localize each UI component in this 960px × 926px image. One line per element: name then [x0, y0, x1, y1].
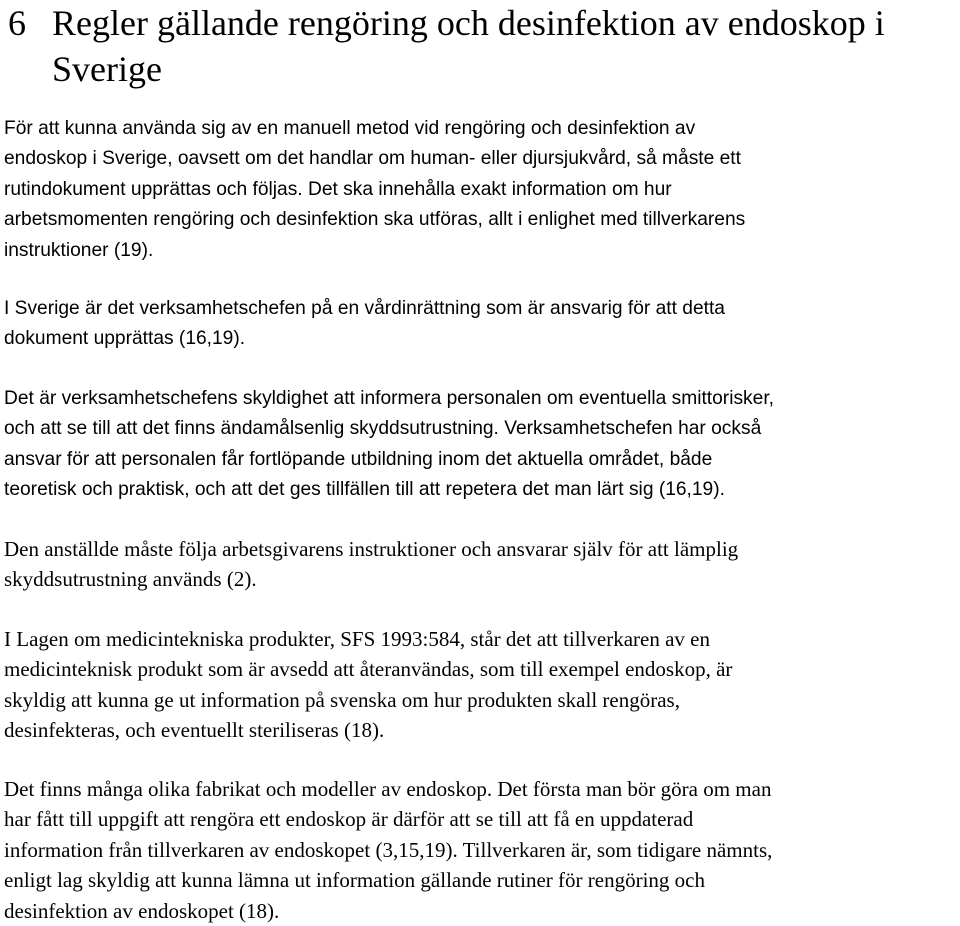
paragraph-medical-devices-act	[4, 624, 960, 746]
paragraph-line: ansvar för att personalen får fortlöpande utbildning inom det aktuella området, både	[4, 448, 713, 470]
paragraph-line: arbetsmomenten rengöring och desinfektion ska utföras, allt i enlighet med tillverkarens	[4, 209, 746, 231]
paragraph-line: enligt lag skyldig att kunna lämna ut information gällande rutiner för rengöring och	[4, 868, 705, 893]
paragraph-line: Det finns många olika fabrikat och modeller av endoskop. Det första man bör göra om man	[4, 777, 772, 801]
paragraph-line: har fått till uppgift att rengöra ett endoskop är därför att se till att få en uppdaterad	[4, 807, 694, 832]
paragraph-line: I Lagen om medicintekniska produkter, SFS 1993:584, står det att tillverkaren av en	[4, 627, 710, 651]
section-number: 6	[8, 3, 26, 43]
paragraph-line: I Sverige är det verksamhetschefen på en vårdinrättning som är ansvarig för att detta	[4, 298, 725, 319]
paragraph-line: endoskop i Sverige, oavsett om det handlar om human- eller djursjukvård, så måste ett	[4, 148, 741, 170]
section-heading	[8, 0, 948, 92]
paragraph-line: skyldig att kunna ge ut information på svenska om hur produkten skall rengöras,	[4, 687, 680, 712]
paragraph-line: desinfekteras, och eventuellt steriliseras (18).	[4, 718, 385, 743]
paragraph-line: instruktioner (19).	[4, 239, 154, 261]
paragraph-line: skyddsutrustning används (2).	[4, 567, 257, 592]
paragraph-duty-to-inform	[4, 384, 960, 506]
section-title: Regler gällande rengöring och desinfektion av endoskop i Sverige	[52, 3, 885, 89]
paragraph-line: dokument upprättas (16,19).	[4, 328, 246, 350]
paragraph-line: desinfektion av endoskopet (18).	[4, 898, 280, 923]
paragraph-line: medicinteknisk produkt som är avsedd att återanvändas, som till exempel endoskop, är	[4, 657, 733, 682]
paragraph-responsibility	[4, 294, 960, 355]
paragraph-line: Det är verksamhetschefens skyldighet att informera personalen om eventuella smittorisker,	[4, 388, 774, 409]
paragraph-manufacturer-info	[4, 774, 960, 926]
paragraph-employee-duty	[4, 534, 960, 595]
paragraph-manual-method	[4, 114, 960, 266]
paragraph-line: information från tillverkaren av endoskopet (3,15,19). Tillverkaren är, som tidigare nämnts,	[4, 837, 773, 862]
paragraph-line: Den anställde måste följa arbetsgivarens instruktioner och ansvarar själv för att lämplig	[4, 537, 739, 561]
paragraph-line: teoretisk och praktisk, och att det ges tillfällen till att repetera det man lärt sig (16,19).	[4, 479, 725, 501]
paragraph-line: För att kunna använda sig av en manuell metod vid rengöring och desinfektion av	[4, 118, 696, 139]
paragraph-line: rutindokument upprättas och följas. Det ska innehålla exakt information om hur	[4, 178, 672, 200]
paragraph-line: och att se till att det finns ändamålsenlig skyddsutrustning. Verksamhetschefen har också	[4, 418, 762, 440]
